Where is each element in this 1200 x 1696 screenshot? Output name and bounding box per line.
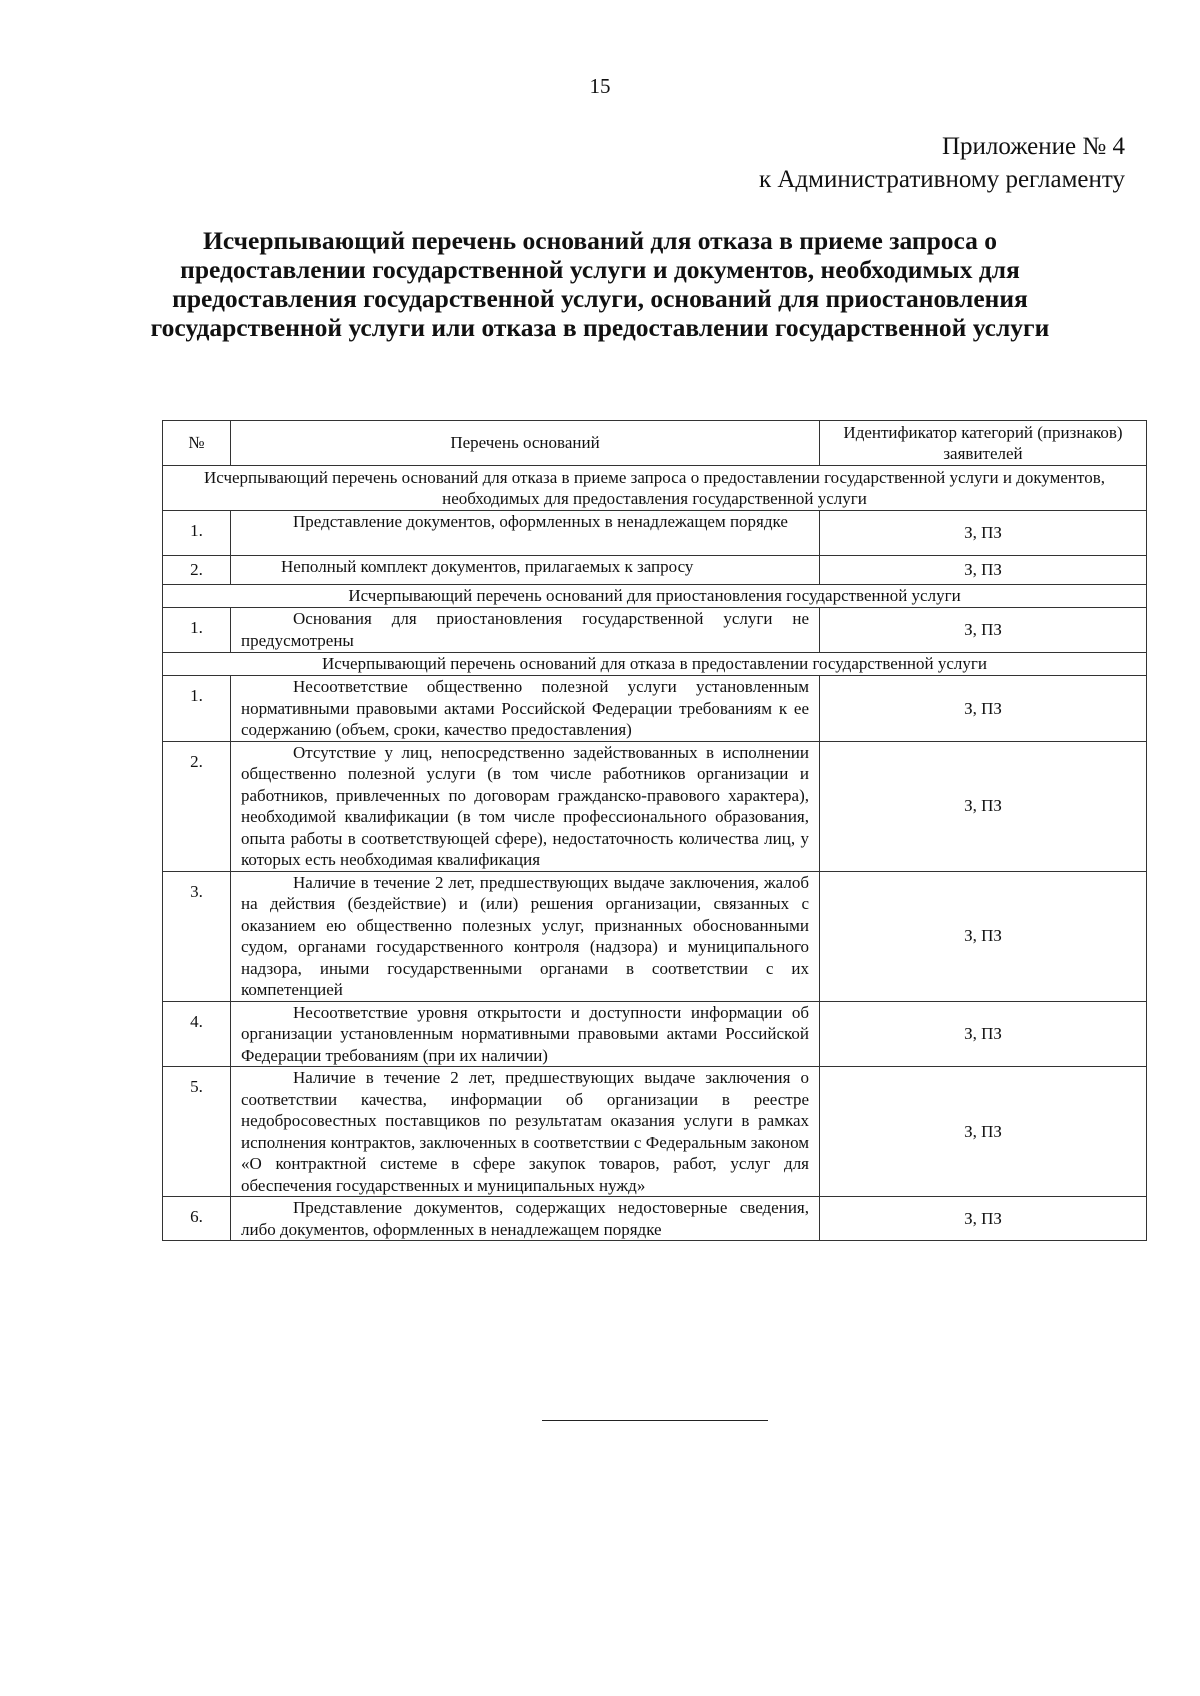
header-number: №: [163, 421, 231, 466]
row-number: 1.: [163, 608, 231, 653]
row-basis: Несоответствие уровня открытости и доступности информации об организации установленным нормативными правовыми актами Российской Федерации требованиям (при их наличии): [231, 1001, 820, 1067]
header-basis: Перечень оснований: [231, 421, 820, 466]
table-row: [163, 741, 1147, 871]
row-basis: Отсутствие у лиц, непосредственно задействованных в исполнении общественно полезной услуги (в том числе работников организации и работников, привлеченных по договорам гражданско-правового характера), необходимой квалификации (в том числе профессионального образования, опыта работы в соответствующей сфере), недостаточность количества лиц, у которых есть необходимая квалификация: [231, 741, 820, 871]
section-heading-row: [163, 653, 1147, 676]
row-basis: Наличие в течение 2 лет, предшествующих выдаче заключения о соответствии качества, информации об организации в реестре недобросовестных поставщиков по результатам оказания услуги в рамках исполнения контрактов, заключенных в соответствии с Федеральным законом «О контрактной системе в сфере закупок товаров, работ, услуг для обеспечения государственных и муниципальных нужд»: [231, 1067, 820, 1197]
row-number: 3.: [163, 871, 231, 1001]
table-row: [163, 608, 1147, 653]
table-header-row: [163, 421, 1147, 466]
row-basis: Наличие в течение 2 лет, предшествующих выдаче заключения, жалоб на действия (бездействие) и (или) решения организации, связанных с оказанием ею общественно полезных услуг, признанных обоснованными судом, органами государственного контроля (надзора) и муниципального надзора, иными государственными органами в соответствии с их компетенцией: [231, 871, 820, 1001]
row-number: 1.: [163, 511, 231, 556]
header-identifier: Идентификатор категорий (признаков) заявителей: [820, 421, 1147, 466]
row-identifier: З, ПЗ: [820, 1067, 1147, 1197]
section-heading: Исчерпывающий перечень оснований для приостановления государственной услуги: [163, 585, 1147, 608]
table-row: [163, 511, 1147, 556]
row-identifier: З, ПЗ: [820, 511, 1147, 556]
row-identifier: З, ПЗ: [820, 871, 1147, 1001]
section-heading: Исчерпывающий перечень оснований для отказа в приеме запроса о предоставлении государственной услуги и документов, необходимых для предоставления государственной услуги: [163, 466, 1147, 511]
table-row: [163, 556, 1147, 585]
row-identifier: З, ПЗ: [820, 608, 1147, 653]
row-identifier: З, ПЗ: [820, 1197, 1147, 1241]
table-row: [163, 1197, 1147, 1241]
table-row: [163, 871, 1147, 1001]
row-identifier: З, ПЗ: [820, 1001, 1147, 1067]
document-title: Исчерпывающий перечень оснований для отказа в приеме запроса о предоставлении государственной услуги и документов, необходимых для предоставления государственной услуги, оснований для приостановления государственной услуги или отказа в предоставлении государственной услуги: [150, 226, 1050, 342]
row-basis: Представление документов, содержащих недостоверные сведения, либо документов, оформленных в ненадлежащем порядке: [231, 1197, 820, 1241]
table-row: [163, 1001, 1147, 1067]
row-number: 1.: [163, 676, 231, 742]
row-basis: Основания для приостановления государственной услуги не предусмотрены: [231, 608, 820, 653]
section-heading-row: [163, 466, 1147, 511]
row-basis: Несоответствие общественно полезной услуги установленным нормативными правовыми актами Российской Федерации требованиям к ее содержанию (объем, сроки, качество предоставления): [231, 676, 820, 742]
page-number: 15: [589, 74, 611, 98]
table-row: [163, 676, 1147, 742]
row-identifier: З, ПЗ: [820, 556, 1147, 585]
row-identifier: З, ПЗ: [820, 676, 1147, 742]
table-row: [163, 1067, 1147, 1197]
section-heading-row: [163, 585, 1147, 608]
row-number: 5.: [163, 1067, 231, 1197]
appendix-number: Приложение № 4: [941, 133, 1125, 160]
row-basis: Представление документов, оформленных в ненадлежащем порядке: [231, 511, 820, 556]
closing-rule: [542, 1420, 768, 1421]
appendix-regulation: к Административному регламенту: [758, 166, 1125, 193]
appendix-reference: [759, 130, 1125, 196]
row-number: 4.: [163, 1001, 231, 1067]
row-number: 2.: [163, 741, 231, 871]
row-number: 6.: [163, 1197, 231, 1241]
section-heading: Исчерпывающий перечень оснований для отказа в предоставлении государственной услуги: [163, 653, 1147, 676]
row-identifier: З, ПЗ: [820, 741, 1147, 871]
row-basis: Неполный комплект документов, прилагаемых к запросу: [231, 556, 820, 585]
row-number: 2.: [163, 556, 231, 585]
grounds-table: [162, 420, 1147, 1241]
